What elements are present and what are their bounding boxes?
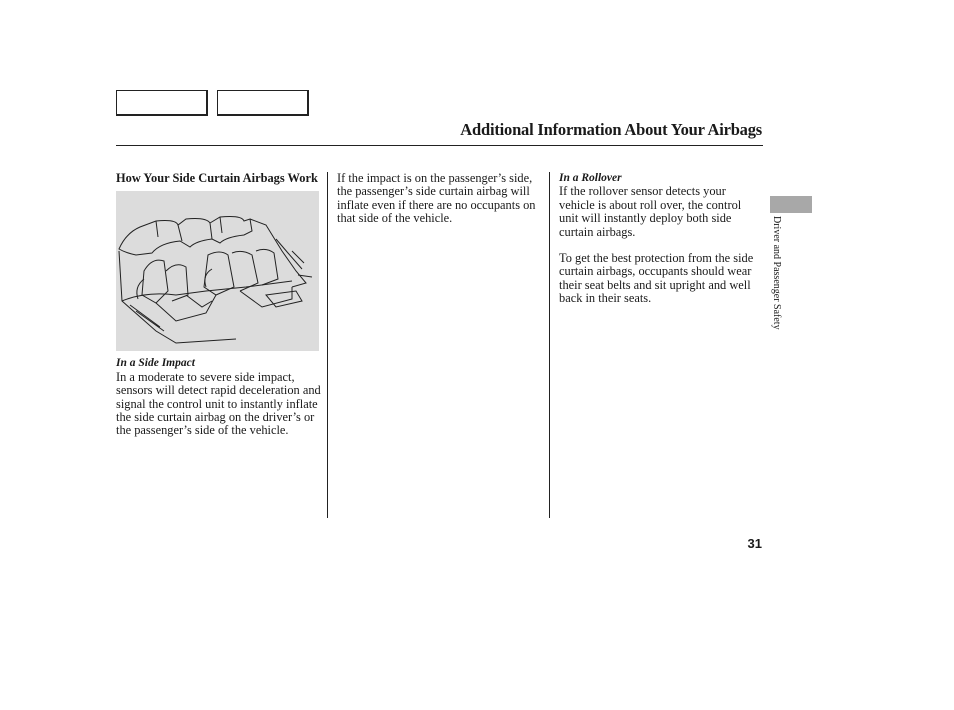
column-divider [327, 172, 328, 518]
car-interior-drawing [116, 191, 319, 351]
page-title: Additional Information About Your Airbags [460, 120, 762, 139]
column-2 [337, 172, 543, 226]
title-rule [116, 145, 763, 146]
column-1 [116, 172, 322, 438]
body-text: In a moderate to severe side impact, sensors will detect rapid deceleration and signal the control unit to instantly inflate the side curtain airbag on the driver’s or the passenger’s side of the vehicle. [116, 369, 321, 438]
column-3 [559, 172, 759, 306]
section-tab[interactable] [770, 196, 812, 213]
body-text: If the rollover sensor detects your vehicle is about roll over, the control unit will instantly deploy both side curtain airbags. [559, 184, 742, 239]
subhead-side-impact: In a Side Impact [116, 357, 195, 370]
subhead-rollover: In a Rollover [559, 172, 622, 184]
page-number: 31 [747, 536, 762, 551]
column-divider [549, 172, 550, 518]
nav-button-2[interactable] [217, 90, 309, 116]
section-heading: How Your Side Curtain Airbags Work [116, 171, 318, 185]
airbag-illustration [116, 191, 319, 351]
nav-button-1[interactable] [116, 90, 208, 116]
body-text: To get the best protection from the side curtain airbags, occupants should wear their seat belts and sit upright and well back in their seats. [559, 251, 754, 306]
section-tab-label: Driver and Passenger Safety [771, 216, 782, 330]
body-text: If the impact is on the passenger’s side, the passenger’s side curtain airbag will inflate even if there are no occupants on that side of the vehicle. [337, 171, 536, 226]
